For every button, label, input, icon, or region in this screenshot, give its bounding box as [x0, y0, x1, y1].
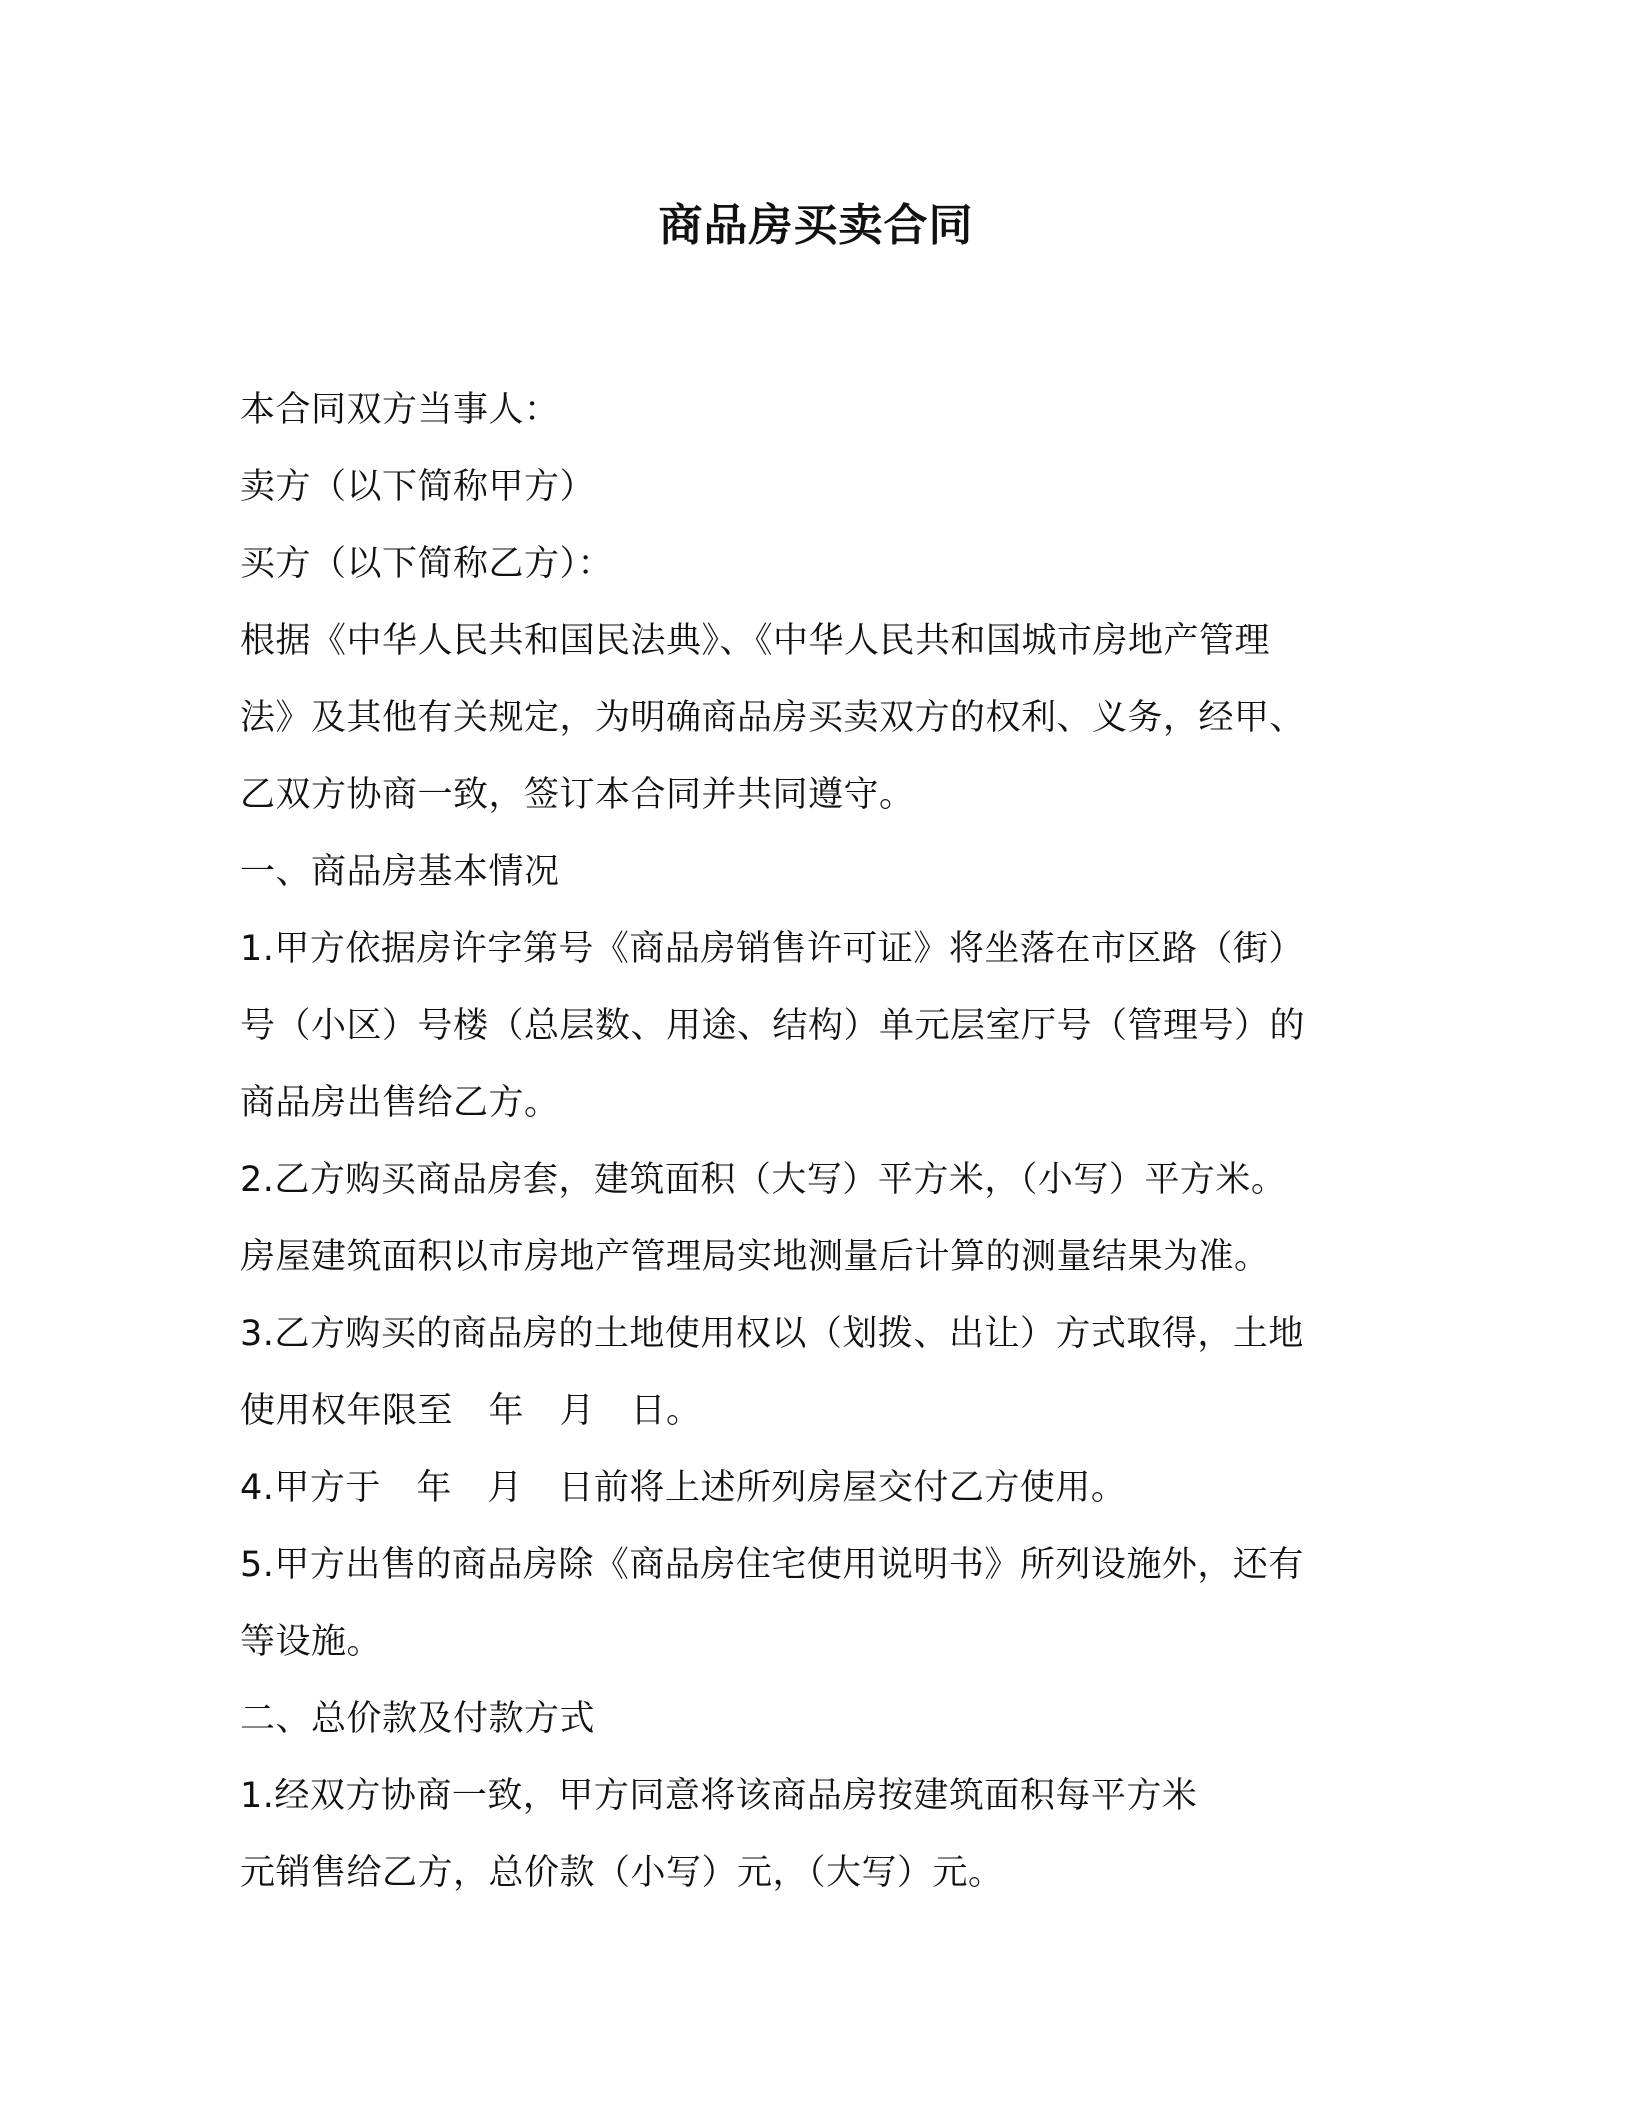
section-heading-1: 一、商品房基本情况: [240, 852, 560, 892]
clause-2-1-line-2: 元销售给乙方，总价款（小写）元，（大写）元。: [240, 1853, 1004, 1893]
clause-1-5-line-2: 等设施。: [240, 1622, 383, 1662]
clause-1-1-line-3: 商品房出售给乙方。: [240, 1083, 560, 1123]
text-line-basis-2: 法》及其他有关规定，为明确商品房买卖双方的权利、义务，经甲、: [240, 698, 1306, 738]
document-title: 商品房买卖合同: [658, 200, 974, 251]
section-heading-2: 二、总价款及付款方式: [240, 1699, 596, 1739]
clause-1-3-line-1: 3.乙方购买的商品房的土地使用权以（划拨、出让）方式取得，土地: [240, 1314, 1304, 1354]
clause-1-3-line-2: 使用权年限至 年 月 日。: [240, 1391, 702, 1431]
document-body: [240, 372, 1390, 1912]
text-line-basis-3: 乙双方协商一致，签订本合同并共同遵守。: [240, 775, 915, 815]
clause-1-2-line-1: 2.乙方购买商品房套，建筑面积（大写）平方米，（小写）平方米。: [240, 1160, 1287, 1200]
clause-1-5-line-1: 5.甲方出售的商品房除《商品房住宅使用说明书》所列设施外，还有: [240, 1545, 1304, 1585]
text-line-seller: 卖方（以下简称甲方）: [240, 467, 596, 507]
clause-1-4: 4.甲方于 年 月 日前将上述所列房屋交付乙方使用。: [240, 1468, 1127, 1508]
clause-1-1-line-1: 1.甲方依据房许字第号《商品房销售许可证》将坐落在市区路（街）: [240, 929, 1304, 969]
clause-1-2-line-2: 房屋建筑面积以市房地产管理局实地测量后计算的测量结果为准。: [240, 1237, 1270, 1277]
text-line-parties-intro: 本合同双方当事人：: [240, 390, 560, 430]
clause-2-1-line-1: 1.经双方协商一致，甲方同意将该商品房按建筑面积每平方米: [240, 1776, 1198, 1816]
text-line-buyer: 买方（以下简称乙方）：: [240, 544, 614, 584]
text-line-basis-1: 根据《中华人民共和国民法典》、《中华人民共和国城市房地产管理: [240, 621, 1271, 661]
clause-1-1-line-2: 号（小区）号楼（总层数、用途、结构）单元层室厅号（管理号）的: [240, 1006, 1306, 1046]
